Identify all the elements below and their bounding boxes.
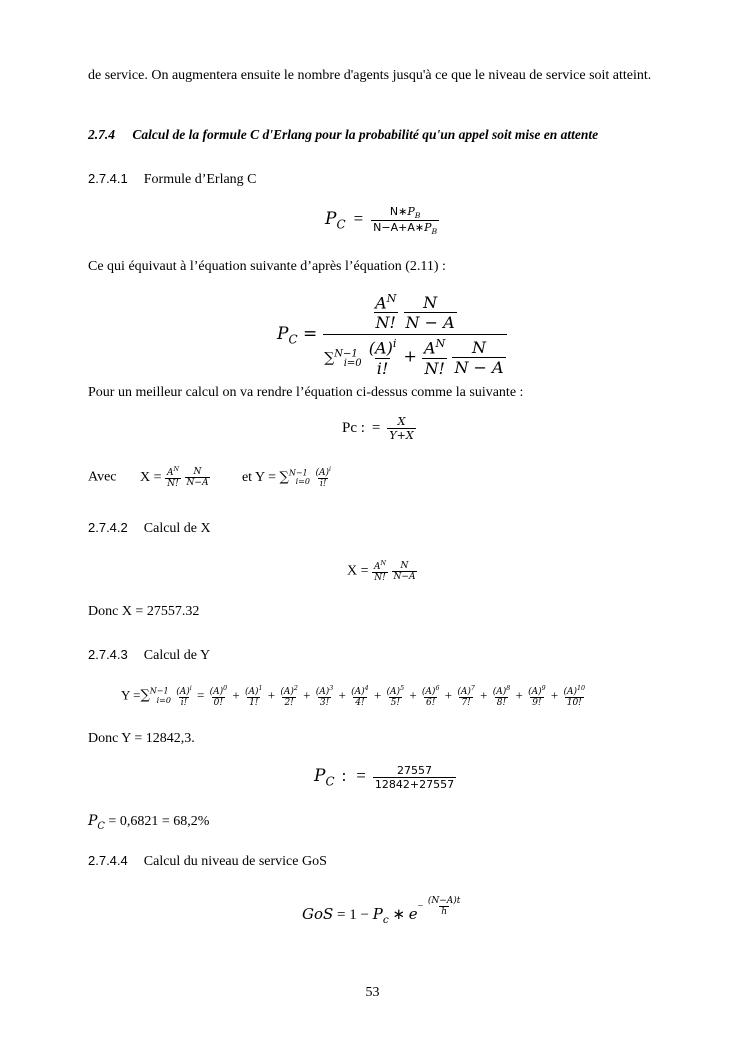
definitions-line: Avec X = $\frac{A^N}{N!}$ $\frac{N}{N-A}$ et Y = ∑$^{N-1}_{i=0}$ $\frac{(A)^i}{i!}$: [88, 466, 332, 489]
section-title: Calcul de la formule C d'Erlang pour la probabilité qu'un appel soit mise en attente: [132, 127, 599, 142]
pc-numeric-formula: $P_C$ : = $\frac{27557}{12842+27557}$: [314, 764, 455, 791]
subsection-2-title: Calcul de X: [143, 521, 211, 536]
erlang-c-full-formula: $P_C$ = $\frac{A^N}{N!}$ $\frac{N}{N - A}$ ∑$^{N-1}_{i=0}$ $\frac{(A)^i}{i!}$ + $\frac{A^N}{N!}$ $\frac{N}{N - A}$: [276, 292, 507, 379]
page-number: 53: [365, 985, 380, 1000]
pc-xy-formula: Pc : = $\frac{X}{Y+X}$: [342, 415, 414, 442]
subsection-2-number: 2.7.4.2: [88, 520, 128, 535]
y-result: Donc Y = 12842,3.: [88, 731, 195, 746]
subsection-3-title: Calcul de Y: [143, 648, 211, 663]
gos-formula: GoS = $1 - P_c$ ∗ $e^{- \frac{(N-A)t}{h}}$: [302, 896, 461, 926]
section-number: 2.7.4: [88, 127, 115, 142]
subsection-1-heading: [88, 170, 257, 188]
subsection-1-title: Formule d’Erlang C: [143, 172, 257, 187]
subsection-4-number: 2.7.4.4: [88, 853, 128, 868]
pc-result-line: $P_C = 0,6821 = 68,2\%$: [88, 813, 210, 832]
avec-label: Avec: [88, 469, 117, 485]
et-y-label: et Y =: [241, 469, 277, 485]
subsection-4-heading: [88, 852, 327, 870]
better-calculation-text: Pour un meilleur calcul on va rendre l’équation ci-dessus comme la suivante :: [88, 385, 524, 400]
section-heading: [88, 127, 598, 143]
subsection-2-heading: [88, 519, 211, 537]
x-result: Donc X = 27557.32: [88, 604, 200, 619]
pc-numerator: 27557: [396, 764, 432, 777]
intro-paragraph: de service. On augmentera ensuite le nombre d'agents jusqu'à ce que le niveau de service soit atteint.: [88, 68, 652, 83]
subsection-4-title: Calcul du niveau de service GoS: [143, 854, 327, 869]
pc-result: = 0,6821 = 68,2%: [108, 814, 210, 829]
equivalence-text: Ce qui équivaut à l’équation suivante d’après l’équation (2.11) :: [88, 259, 446, 274]
x-formula: X = $\frac{A^N}{N!}$ $\frac{N}{N-A}$: [347, 560, 416, 583]
y-expansion-formula: Y =∑$^{N-1}_{i=0}$ $\frac{(A)^i}{i!}$ = $\frac{(A)^0}{0!}$ + $\frac{(A)^1}{1!}$ + $\frac{(A)^2}{2!}$ + $\frac{(A)^3}{3!}$ + $\frac{(A)^4}{4!}$ + $\frac{(A)^5}{5!}$ + $\frac{(A)^6}{6!}$ + $\frac{(A)^7}{7!}$ + $\frac{(A)^8}{8!}$ + $\frac{(A)^9}{9!}$ + $\frac{(A)^{10}}{10!}$: [121, 685, 586, 708]
subsection-3-number: 2.7.4.3: [88, 647, 128, 662]
x-label: X =: [140, 469, 162, 485]
subsection-1-number: 2.7.4.1: [88, 171, 128, 186]
erlang-c-formula: $P_C$ = $\frac{N∗P_B}{N-A+A∗P_B}$: [325, 205, 438, 237]
subsection-3-heading: [88, 646, 210, 664]
pc-denominator: 12842+27557: [374, 778, 455, 791]
